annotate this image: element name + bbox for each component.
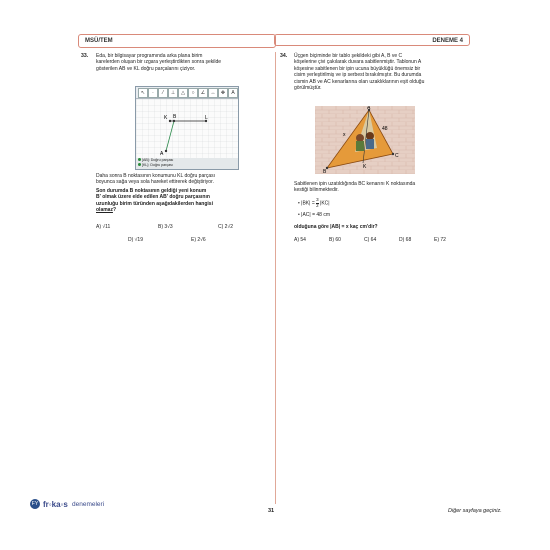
- label-k: K: [164, 115, 168, 121]
- q33-question: Son durumda B noktasının geldiği yeni konum B′ olmak üzere elde edilen AB′ doğru parçasının uzunluğu birim türünden aşağıdakilerden hangisi olamaz?: [96, 188, 213, 214]
- q34-option-a[interactable]: A) 54: [294, 237, 306, 243]
- q33-intro: Eda, bir bilgisayar programında arka plana birim karelerden oluşan bir ızgara yerleştirdikten sonra şekilde gösterilen AB ve KL doğru parçalarını çiziyor.: [96, 53, 222, 72]
- geo-grid: [136, 99, 238, 158]
- label-a: A: [367, 106, 371, 111]
- geo-toolbar: [136, 87, 238, 99]
- reflect-tool-icon[interactable]: ↔: [208, 88, 218, 98]
- publisher-logo-sub: denemeleri: [72, 501, 105, 508]
- q33-mid: Daha sonra B noktasının konumunu KL doğru parçası boyunca sağa veya sola hareket ettirerek değiştiriyor.: [96, 173, 216, 186]
- next-page-note: Diğer sayfaya geçiniz.: [448, 508, 502, 514]
- label-a: A: [160, 151, 164, 157]
- label-x: x: [343, 132, 346, 138]
- triangle-painting-figure: [315, 106, 415, 174]
- q34-intro: Üçgen biçiminde bir tablo şekildeki gibi A, B ve C köşelerine çivi çakılarak duvara sabitlenmiştir. Tablonun A köşesine sabitlenen bir ipin ucuna büyüklüğü önemsiz bir cisim yerleştirilmiş ve ip serbest bırakılmıştır. Bu durumda cismin AB ve AC kenarlarına olan uzaklıklarının eşit olduğu görülmüştür.: [294, 53, 425, 92]
- q33-number: 33.: [81, 53, 89, 59]
- move-view-tool-icon[interactable]: ✥: [218, 88, 228, 98]
- circle-tool-icon[interactable]: ○: [188, 88, 198, 98]
- algebra-row[interactable]: [AB]: Doğru parçası: [138, 158, 173, 163]
- nail-c: [392, 153, 394, 155]
- label-c: C: [395, 153, 399, 159]
- text-tool-icon[interactable]: A: [228, 88, 238, 98]
- polygon-tool-icon[interactable]: △: [178, 88, 188, 98]
- q33-option-b[interactable]: B) 3√3: [158, 224, 173, 230]
- label-48: 48: [382, 126, 388, 132]
- publisher-logo-icon: FY: [31, 501, 39, 507]
- q33-option-d[interactable]: D) √19: [128, 237, 143, 243]
- label-b: B: [173, 114, 177, 120]
- figure-left-body: [356, 141, 364, 151]
- page-number: 31: [268, 508, 275, 514]
- q33-option-c[interactable]: C) 2√2: [218, 224, 233, 230]
- perpendicular-tool-icon[interactable]: ⊥: [168, 88, 178, 98]
- header-right: DENEME 4: [274, 34, 470, 46]
- figure-left-icon: [356, 134, 364, 142]
- q34-mid: Sabitlenen ipin uzatıldığında BC kenarını K noktasında kestiği bilinmektedir.: [294, 181, 416, 194]
- point-k[interactable]: [169, 120, 171, 122]
- angle-tool-icon[interactable]: ∠: [198, 88, 208, 98]
- label-k: K: [363, 164, 367, 170]
- q34-given-2: • |AC| = 48 cm: [298, 212, 331, 218]
- column-divider: [275, 52, 276, 504]
- label-b: B: [323, 169, 327, 174]
- q34-option-c[interactable]: C) 64: [364, 237, 377, 243]
- q34-option-b[interactable]: B) 60: [329, 237, 341, 243]
- publisher-logo-text: fr◦ka◦s: [43, 500, 68, 509]
- q33-option-e[interactable]: E) 2√6: [191, 237, 206, 243]
- point-tool-icon[interactable]: ·: [148, 88, 158, 98]
- exam-page: [78, 28, 476, 523]
- q33-option-a[interactable]: A) √11: [96, 224, 111, 230]
- figure-right-icon: [366, 132, 374, 140]
- header-left: MSÜ/TEM: [78, 34, 276, 48]
- point-a[interactable]: [165, 150, 167, 152]
- q34-option-d[interactable]: D) 68: [399, 237, 412, 243]
- geometry-window: [135, 86, 239, 170]
- pointer-tool-icon[interactable]: ↖: [138, 88, 148, 98]
- label-l: L: [205, 115, 208, 121]
- point-b[interactable]: [173, 120, 175, 122]
- algebra-row[interactable]: [KL]: Doğru parçası: [138, 163, 173, 168]
- q34-given-1: • |BK| = $\frac{3}{2}$ |KC|: [298, 197, 330, 208]
- algebra-panel: [136, 158, 238, 169]
- line-tool-icon[interactable]: ⁄: [158, 88, 168, 98]
- q34-number: 34.: [280, 53, 288, 59]
- q34-question: olduğuna göre |AB| = x kaç cm'dir?: [294, 224, 378, 230]
- figure-right-body: [366, 139, 374, 149]
- q34-option-e[interactable]: E) 72: [434, 237, 446, 243]
